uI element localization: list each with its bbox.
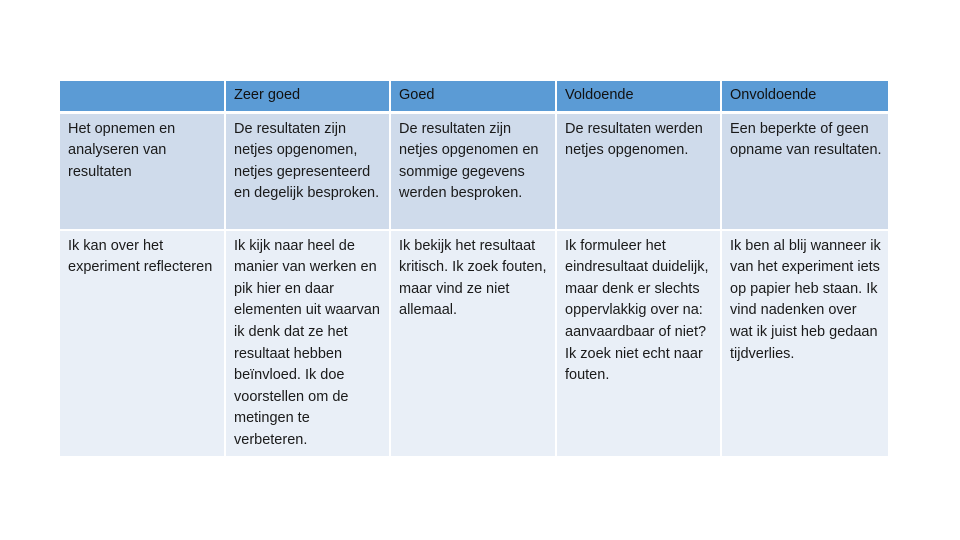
header-onvoldoende: Onvoldoende [722, 81, 888, 114]
zeer-goed-cell: De resultaten zijn netjes opgenomen, netjes gepresenteerd en degelijk besproken. [226, 114, 391, 231]
criterion-cell: Ik kan over het experiment reflecteren [60, 231, 226, 458]
goed-cell: De resultaten zijn netjes opgenomen en sommige gegevens werden besproken. [391, 114, 557, 231]
table-row [60, 114, 888, 231]
header-criterion [60, 81, 226, 114]
voldoende-cell: Ik formuleer het eindresultaat duidelijk, maar denk er slechts oppervlakkig over na: aanvaardbaar of niet? Ik zoek niet echt naar fouten. [557, 231, 722, 458]
onvoldoende-cell: Een beperkte of geen opname van resultaten. [722, 114, 888, 231]
onvoldoende-cell: Ik ben al blij wanneer ik van het experiment iets op papier heb staan. Ik vind nadenken over wat ik juist heb gedaan tijdverlies. [722, 231, 888, 458]
rubric-table [60, 81, 888, 458]
header-row [60, 81, 888, 114]
voldoende-cell: De resultaten werden netjes opgenomen. [557, 114, 722, 231]
rubric-header [60, 81, 888, 114]
zeer-goed-cell: Ik kijk naar heel de manier van werken en pik hier en daar elementen uit waarvan ik denk dat ze het resultaat hebben beïnvloed. Ik doe voorstellen om de metingen te verbeteren. [226, 231, 391, 458]
criterion-cell: Het opnemen en analyseren van resultaten [60, 114, 226, 231]
goed-cell: Ik bekijk het resultaat kritisch. Ik zoek fouten, maar vind ze niet allemaal. [391, 231, 557, 458]
header-zeer-goed: Zeer goed [226, 81, 391, 114]
header-voldoende: Voldoende [557, 81, 722, 114]
table-row [60, 231, 888, 458]
header-goed: Goed [391, 81, 557, 114]
rubric-body [60, 114, 888, 458]
